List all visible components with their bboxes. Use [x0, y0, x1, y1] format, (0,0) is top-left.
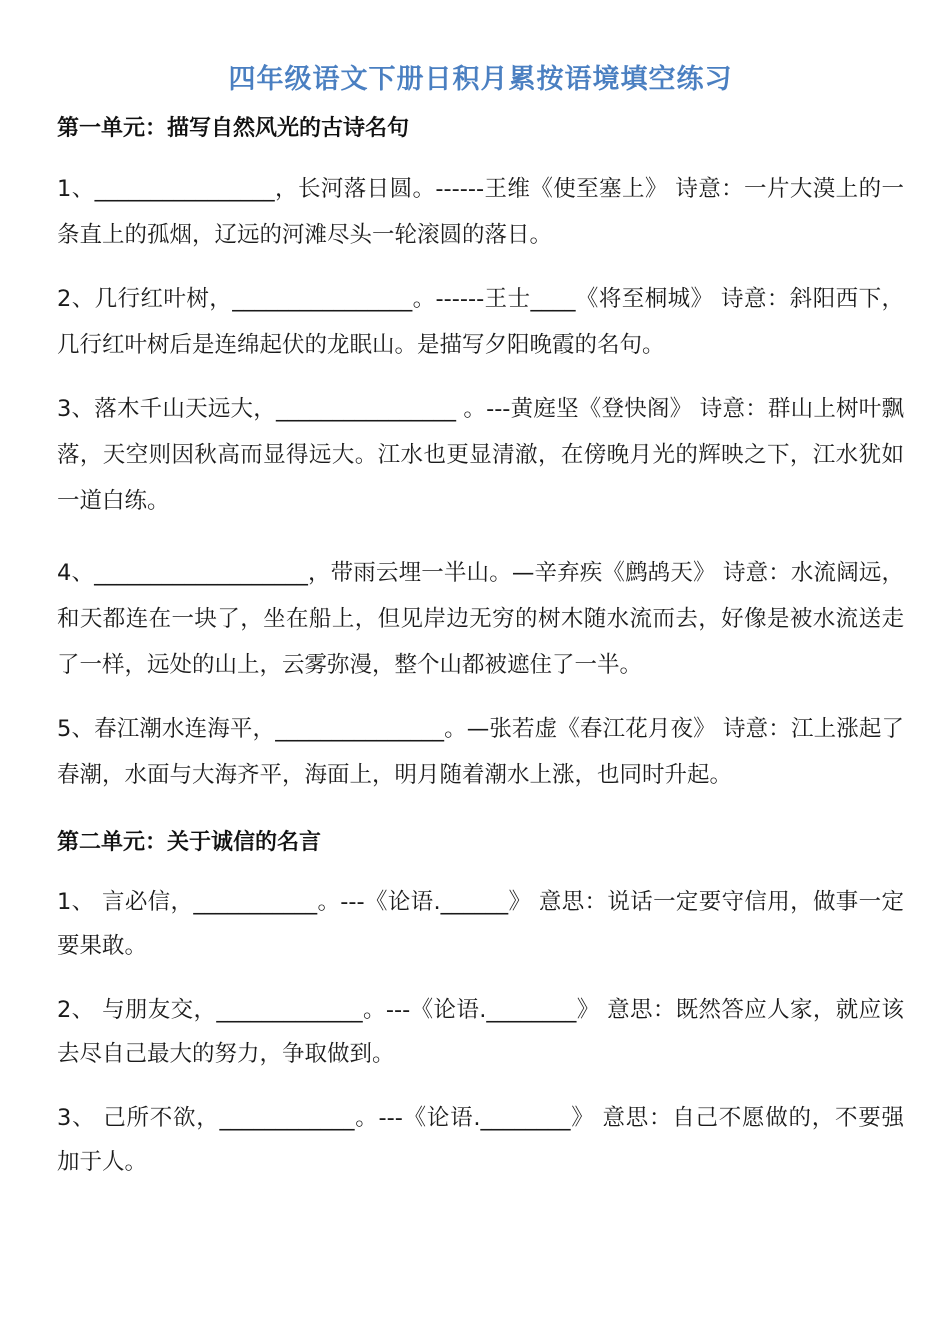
- exercise-item: 3、 己所不欲，____________。---《论语.________》 意思：自己不愿做的，不要强加于人。: [57, 1105, 904, 1175]
- document-title: 四年级语文下册日积月累按语境填空练习: [228, 64, 733, 95]
- exercise-item: 2、 与朋友交，_____________。---《论语.________》 意思：既然答应人家，就应该去尽自己最大的努力，争取做到。: [57, 997, 904, 1067]
- exercise-item: 3、落木千山天远大，________________ 。---黄庭坚《登快阁》 诗意：群山上树叶飘落，天空则因秋高而显得远大。江水也更显清澈，在傍晚月光的辉映之下，江水犹如一道白练。: [57, 396, 904, 514]
- exercise-item: 5、春江潮水连海平，_______________。—张若虚《春江花月夜》 诗意：江上涨起了春潮，水面与大海齐平，海面上，明月随着潮水上涨，也同时升起。: [57, 716, 904, 788]
- section-unit-1: [57, 114, 904, 798]
- section-heading: 第一单元：描写自然风光的古诗名句: [57, 116, 410, 141]
- exercise-item: 1、________________，长河落日圆。------王维《使至塞上》 诗意：一片大漠上的一条直上的孤烟，辽远的河滩尽头一轮滚圆的落日。: [57, 176, 904, 248]
- section-heading: 第二单元：关于诚信的名言: [57, 830, 322, 855]
- exercise-item: 2、几行红叶树，________________。------王士____《将至桐城》 诗意：斜阳西下，几行红叶树后是连绵起伏的龙眠山。是描写夕阳晚霞的名句。: [57, 286, 904, 358]
- exercise-item: 4、___________________，带雨云埋一半山。—辛弃疾《鹧鸪天》 诗意：水流阔远，和天都连在一块了，坐在船上，但见岸边无穷的树木随水流而去，好像是被水流送走了一样，远处的山上，云雾弥漫，整个山都被遮住了一半。: [57, 560, 904, 678]
- exercise-item: 1、 言必信，___________。---《论语.______》 意思：说话一定要守信用，做事一定要果敢。: [57, 889, 904, 959]
- section-unit-2: [57, 828, 904, 1184]
